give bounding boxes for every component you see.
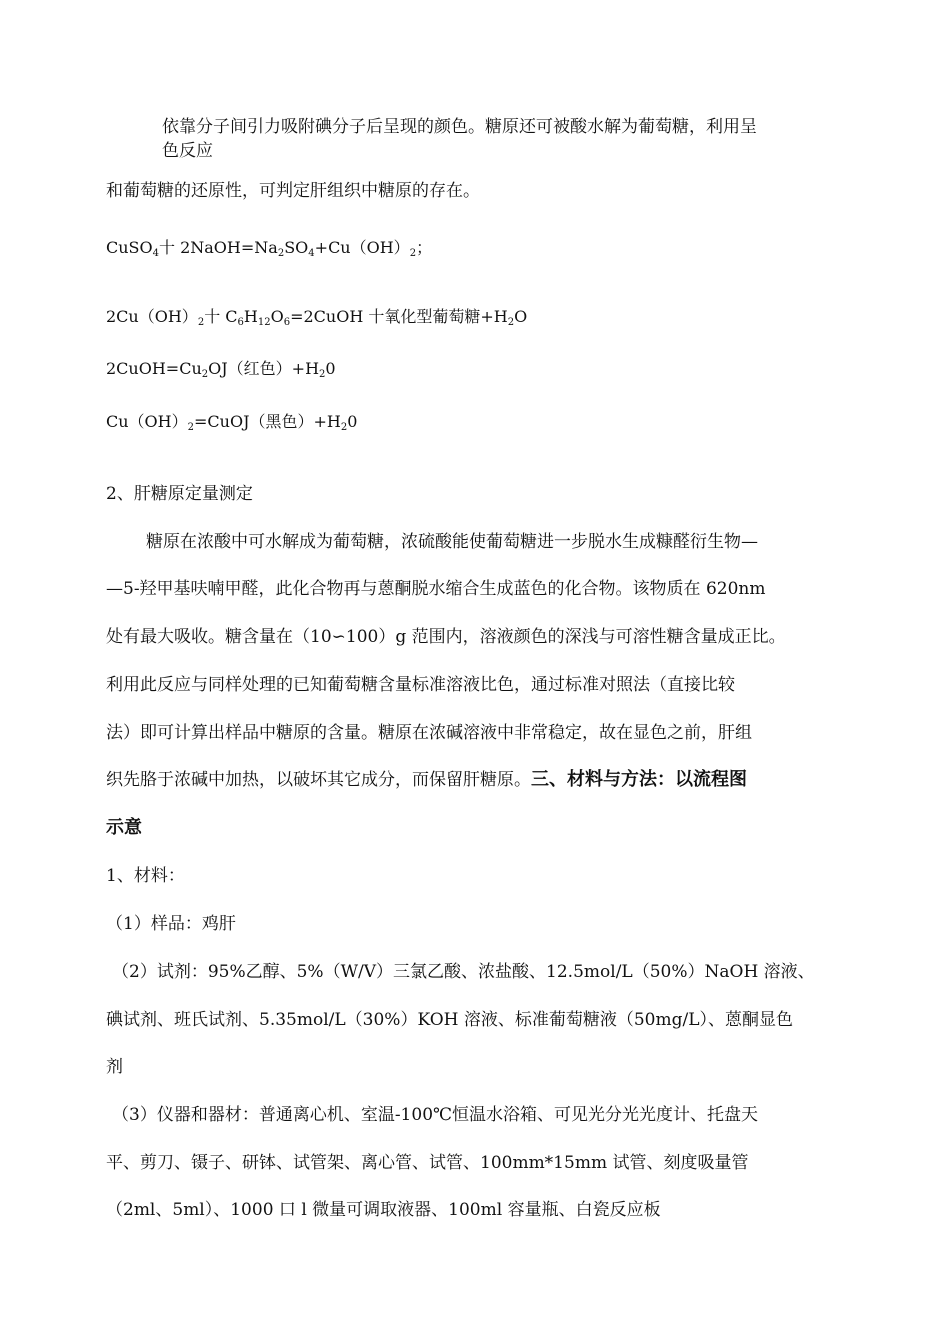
eq2-a: 2Cu（OH） — [106, 307, 198, 326]
section-3-heading: 三、材料与方法：以流程图 — [531, 769, 747, 790]
eq3-b-sub: 2 — [319, 369, 326, 380]
section-2-line-2: —5-羟甲基呋喃甲醛，此化合物再与蒽酮脱水缩合生成蓝色的化合物。该物质在 620nm — [106, 579, 766, 599]
eq4-b-sub: 2 — [340, 422, 348, 433]
eq3-a-sub: 2 — [201, 369, 209, 380]
section-2-line-6 — [106, 768, 747, 792]
eq3-a: 2CuOH=Cu — [106, 359, 202, 378]
eq2-a-sub: 2 — [197, 317, 205, 328]
eq2-c-sub: 12 — [257, 317, 271, 328]
materials-heading: 1、材料： — [106, 866, 185, 886]
intro-line-2: 色反应 — [162, 141, 213, 161]
eq1-b-sub: 2 — [277, 248, 285, 259]
intro-line-3: 和葡萄糖的还原性，可判定肝组织中糖原的存在。 — [106, 181, 480, 201]
equation-1 — [106, 236, 432, 260]
section-2-line-5: 法）即可计算出样品中糖原的含量。糖原在浓碱溶液中非常稳定，故在显色之前，肝组 — [106, 723, 752, 743]
section-2-line-6-text: 织先胳于浓碱中加热，以破坏其它成分，而保留肝糖原。 — [106, 770, 531, 790]
materials-instruments-line-3: （2ml、5ml）、1000 口 l 微量可调取液器、100ml 容量瓶、白瓷反应板 — [106, 1200, 661, 1220]
materials-reagents-line-1: （2）试剂：95%乙醇、5%（W/V）三氯乙酸、浓盐酸、12.5mol/L（50%）NaOH 溶液、 — [112, 962, 815, 982]
eq2-b: 十 C — [204, 307, 238, 326]
eq2-d-sub: 6 — [283, 317, 291, 328]
eq1-b: 十 2NaOH=Na — [159, 238, 278, 257]
materials-instruments-line-2: 平、剪刀、镊子、研钵、试管架、离心管、试管、100mm*15mm 试管、刻度吸量管 — [106, 1153, 749, 1173]
eq4-c: 0 — [347, 412, 358, 431]
eq4-a-sub: 2 — [187, 422, 194, 433]
eq2-e: =2CuOH 十氧化型葡萄糖+H — [290, 307, 508, 326]
eq1-c-sub: 4 — [308, 248, 315, 259]
equation-3 — [106, 357, 336, 381]
eq1-e: ； — [416, 238, 433, 257]
intro-line-1: 依靠分子间引力吸附碘分子后呈现的颜色。糖原还可被酸水解为葡萄糖，利用呈 — [162, 117, 757, 137]
eq3-b: OJ（红色）+H — [208, 359, 320, 378]
eq1-d: +Cu（OH） — [314, 238, 410, 257]
eq1-a-sub: 4 — [152, 248, 159, 259]
eq2-e-sub: 2 — [507, 317, 515, 328]
eq2-c: H — [243, 307, 258, 326]
eq2-d: O — [270, 307, 284, 326]
eq4-b: =CuOJ（黑色）+H — [194, 412, 341, 431]
equation-4 — [106, 410, 357, 434]
eq3-c: 0 — [325, 359, 336, 378]
section-2-heading: 2、肝糖原定量测定 — [106, 484, 253, 504]
materials-instruments-line-1: （3）仪器和器材：普通离心机、室温-100℃恒温水浴箱、可见光分光光度计、托盘天 — [112, 1105, 759, 1125]
section-2-line-4: 利用此反应与同样处理的已知葡萄糖含量标准溶液比色，通过标准对照法（直接比较 — [106, 675, 735, 695]
eq4-a: Cu（OH） — [106, 412, 188, 431]
materials-sample: （1）样品：鸡肝 — [106, 914, 236, 934]
eq2-f: O — [514, 307, 528, 326]
eq1-d-sub: 2 — [409, 248, 417, 259]
eq1-a: CuSO — [106, 238, 153, 257]
section-2-line-1: 糖原在浓酸中可水解成为葡萄糖，浓硫酸能使葡萄糖进一步脱水生成糠醛衍生物— — [146, 532, 758, 552]
materials-reagents-line-2: 碘试剂、班氏试剂、5.35mol/L（30%）KOH 溶液、标准葡萄糖液（50mg/L）、蒽酮显色 — [106, 1010, 794, 1030]
equation-2 — [106, 305, 527, 329]
section-3-heading-cont: 示意 — [106, 817, 142, 838]
eq1-c: SO — [284, 238, 309, 257]
section-2-line-3: 处有最大吸收。糖含量在（10∽100）g 范围内，溶液颜色的深浅与可溶性糖含量成正比。 — [106, 627, 786, 647]
materials-reagents-line-3: 剂 — [106, 1057, 123, 1077]
eq2-b-sub: 6 — [237, 317, 244, 328]
